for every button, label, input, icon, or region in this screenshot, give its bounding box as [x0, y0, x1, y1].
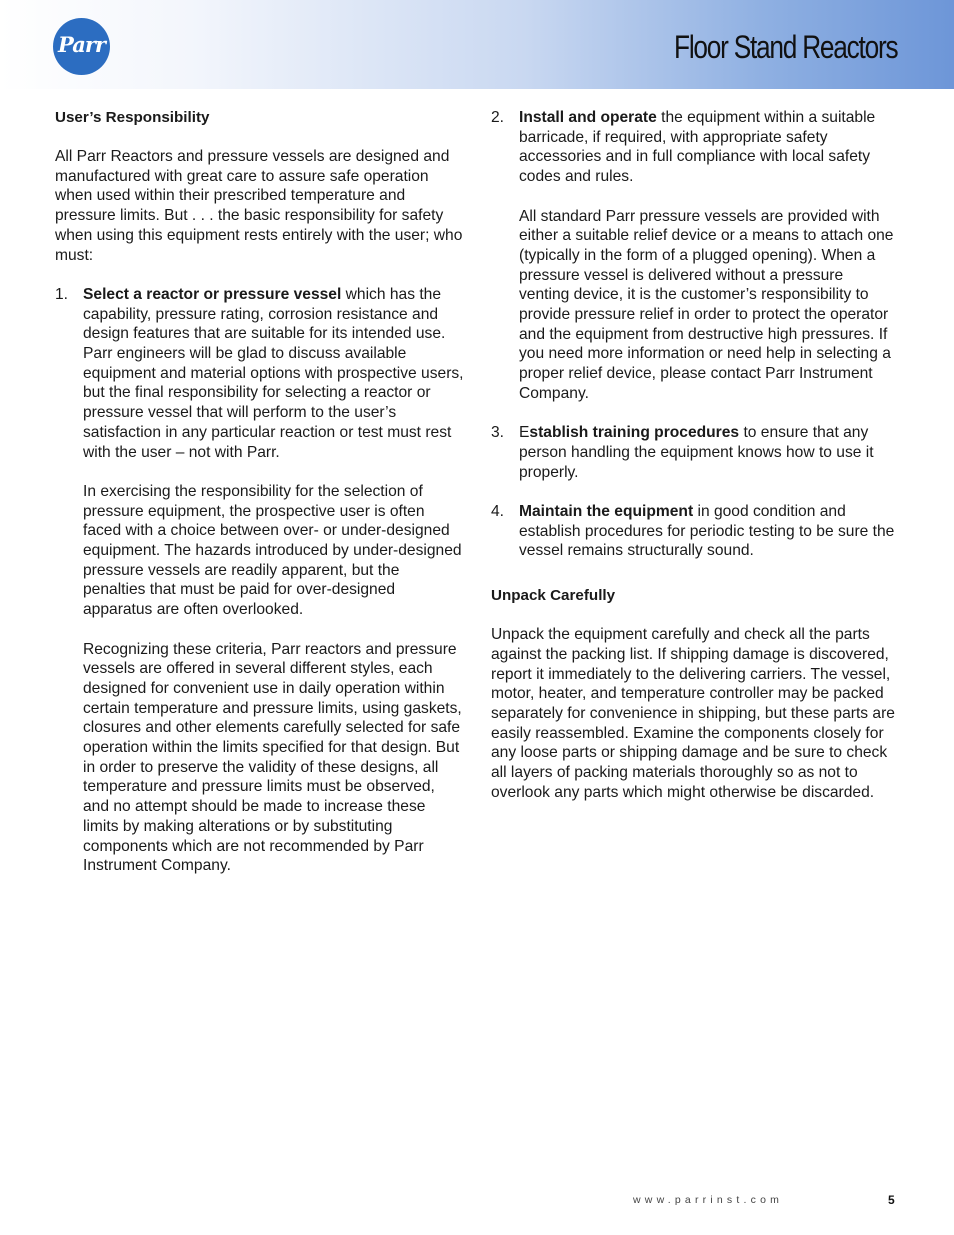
selection-paragraph: In exercising the responsibility for the selection of pressure equipment, the prospective user is often faced with a choice between over- or under-designed equipment. The hazards introduced by under-designed pressure vessels are readily apparent, but the penalties that must be paid for over-designed apparatus are often overlooked. [83, 482, 462, 619]
list-item-3 [491, 423, 896, 482]
list-item-bold: Select a reactor or pressure vessel [83, 285, 342, 303]
list-item-text: which has the capability, pressure rating, corrosion resistance and design features that are suitable for its intended use. Parr engineers will be glad to discuss available equipment and material options with prospective users, but the final responsibility for selecting a reactor or pressure vessel that will perform to the user’s satisfaction in any particular reaction or test must rest with the user – not with Parr. [83, 285, 464, 461]
page-number: 5 [888, 1193, 895, 1207]
list-item-prefix: E [519, 424, 530, 442]
list-item-text: the equipment within a suitable barricade, if required, with appropriate safety accessories and in full compliance with local safety codes and rules. [519, 109, 876, 186]
list-number: 4. [491, 503, 505, 521]
list-item-4 [491, 502, 896, 561]
unpack-carefully-heading: Unpack Carefully [491, 587, 616, 605]
list-item-text: to ensure that any person handling the equipment knows how to use it properly. [519, 424, 874, 481]
list-number: 2. [491, 109, 505, 126]
footer-url: www.parrinst.com [633, 1194, 784, 1206]
intro-paragraph: All Parr Reactors and pressure vessels are designed and manufactured with great care to assure safe operation when used within their prescribed temperature and pressure limits. But . . . the basic responsibility for safety when using this equipment rests entirely with the user; who must: [55, 148, 463, 264]
users-responsibility-heading: User’s Responsibility [55, 109, 210, 126]
list-item-text: in good condition and establish procedures for periodic testing to be sure the vessel remains structurally sound. [519, 503, 895, 560]
list-item-bold: Maintain the equipment [519, 503, 694, 521]
logo-text: Parr [58, 32, 105, 57]
relief-device-paragraph: All standard Parr pressure vessels are provided with either a suitable relief device or a means to attach one (typically in the form of a plugged opening). When a pressure vessel is delivered without a pressure venting device, it is the customer’s responsibility to provide pressure relief in order to protect the operator and the equipment from destructive high pressures. If you need more information or need help in selecting a proper relief device, please contact Parr Instrument Company. [519, 207, 894, 402]
list-item-bold: stablish training procedures [529, 424, 740, 442]
right-column [491, 108, 896, 802]
criteria-paragraph: Recognizing these criteria, Parr reactors and pressure vessels are offered in several different styles, each designed for convenient use in daily operation within certain temperature and pressure limits, using gaskets, closures and other elements carefully selected for safe operation within the limits specified for that design. But in order to preserve the validity of these designs, all temperature and pressure limits must be observed, and no attempt should be made to increase these limits by making alterations or by substituting components which are not recommended by Parr Instrument Company. [83, 640, 462, 875]
page-header [0, 0, 954, 89]
unpack-paragraph: Unpack the equipment carefully and check all the parts against the packing list. If shipping damage is discovered, report it immediately to the delivering carriers. The vessel, motor, heater, and temperature controller may be packed separately for convenience in shipping, but these parts are easily reassembled. Examine the components closely for any loose parts or shipping damage and be sure to check all layers of packing materials thoroughly so as not to overlook any parts which might otherwise be discarded. [491, 626, 895, 801]
list-item-2 [491, 108, 896, 187]
left-column [55, 108, 465, 876]
parr-logo [53, 18, 110, 75]
list-item-bold: Install and operate [519, 109, 657, 126]
page-title: Floor Stand Reactors [673, 29, 897, 65]
list-item-1 [55, 285, 465, 462]
list-number: 1. [55, 285, 69, 303]
list-number: 3. [491, 424, 505, 442]
